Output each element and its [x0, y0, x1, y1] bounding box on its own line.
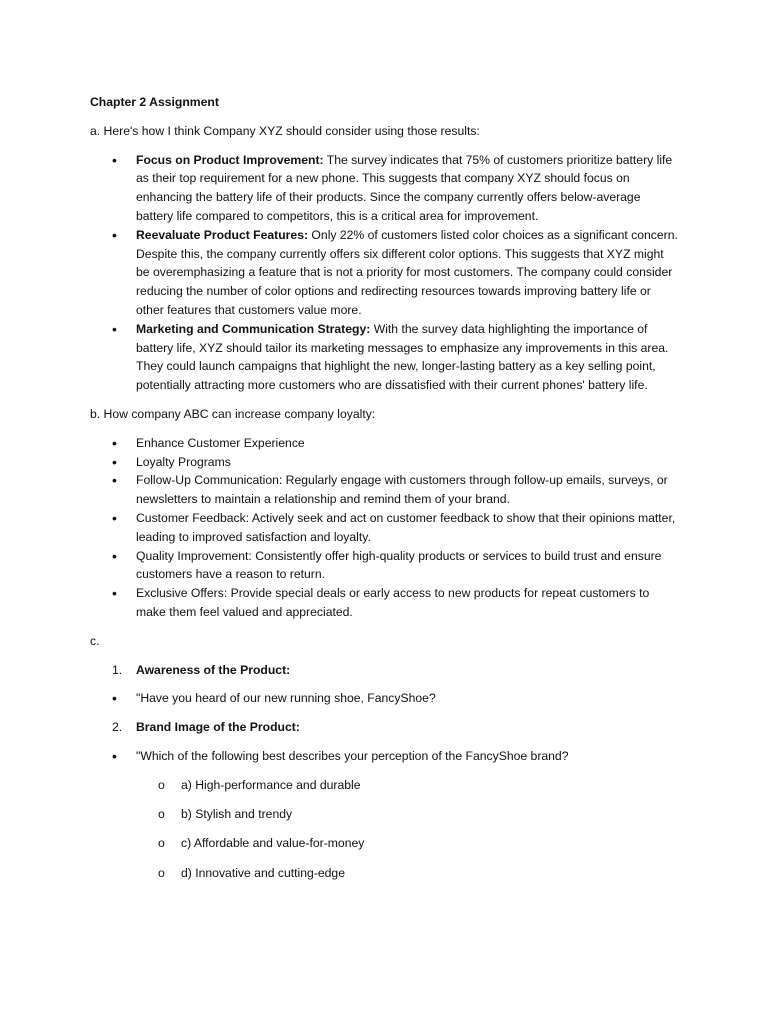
item-text: With the survey data highlighting the importance of battery life, XYZ should tailor its marketing messages to emphasize any improvements in this area. They could launch campaigns that highlight the new, longer-lasting battery as a key selling point, potentially attracting more customers who are dissatisfied with their current phones' battery life.	[136, 321, 669, 393]
item-heading: Awareness of the Product:	[136, 662, 291, 677]
item-text: Exclusive Offers: Provide special deals or early access to new products for repeat customers to make them feel valued and appreciated.	[136, 586, 650, 619]
option-text: a) High-performance and durable	[181, 777, 361, 792]
item-text: Enhance Customer Experience	[136, 435, 305, 450]
circle-bullet-icon: o	[158, 865, 165, 880]
bullet-icon: •	[112, 585, 117, 602]
option-text: c) Affordable and value-for-money	[181, 836, 365, 851]
item-text: Follow-Up Communication: Regularly engage with customers through follow-up emails, surveys, or newsletters to maintain a relationship and remind them of your brand.	[136, 473, 668, 507]
item-number: 1.	[112, 662, 123, 677]
list-item	[90, 434, 680, 453]
option-text: d) Innovative and cutting-edge	[181, 865, 345, 880]
bullet-icon: •	[112, 747, 117, 764]
item-text: Customer Feedback: Actively seek and act on customer feedback to show that their opinions matter, leading to improved satisfaction and loyalty.	[136, 510, 676, 544]
question-2-list	[90, 747, 680, 766]
list-item	[90, 471, 680, 509]
list-item	[90, 547, 680, 585]
part-a-list	[90, 151, 680, 395]
part-a-intro: a. Here's how I think Company XYZ should consider using those results:	[90, 123, 480, 138]
document-title: Chapter 2 Assignment	[90, 95, 219, 109]
bullet-icon: •	[112, 226, 117, 243]
answer-option	[90, 834, 680, 853]
bullet-icon: •	[112, 151, 117, 168]
circle-bullet-icon: o	[158, 836, 165, 851]
list-item	[90, 584, 680, 622]
bullet-icon: •	[112, 547, 117, 564]
item-number: 2.	[112, 720, 123, 735]
answer-option	[90, 864, 680, 883]
list-item	[90, 747, 680, 766]
answer-option	[90, 805, 680, 824]
answer-option	[90, 776, 680, 795]
list-item	[90, 509, 680, 547]
item-heading: Reevaluate Product Features:	[136, 227, 309, 242]
part-b-list	[90, 434, 680, 622]
bullet-icon: •	[112, 472, 117, 489]
question-text: "Have you heard of our new running shoe, FancyShoe?	[136, 691, 436, 706]
list-item	[90, 151, 680, 226]
numbered-item-2	[90, 718, 680, 737]
circle-bullet-icon: o	[158, 807, 165, 822]
question-1-list	[90, 689, 680, 708]
item-text: The survey indicates that 75% of customers prioritize battery life as their top requirement for a new phone. This suggests that company XYZ should focus on enhancing the battery life of their products. Since the company currently offers below-average battery life compared to competitors, this is a critical area for improvement.	[136, 152, 673, 223]
item-text: Only 22% of customers listed color choices as a significant concern. Despite this, the company currently offers six different color options. This suggests that XYZ might be overemphasizing a feature that is not a priority for most customers. The company could consider reducing the number of color options and redirecting resources towards improving battery life or other features that customers value more.	[136, 227, 678, 317]
part-b-intro: b. How company ABC can increase company loyalty:	[90, 406, 376, 421]
item-heading: Focus on Product Improvement:	[136, 152, 324, 167]
item-text: Loyalty Programs	[136, 454, 231, 469]
item-heading: Brand Image of the Product:	[136, 720, 300, 735]
item-heading: Marketing and Communication Strategy:	[136, 321, 371, 336]
list-item	[90, 689, 680, 708]
list-item	[90, 453, 680, 472]
answer-options	[90, 776, 680, 883]
bullet-icon: •	[112, 453, 117, 470]
bullet-icon: •	[112, 434, 117, 451]
option-text: b) Stylish and trendy	[181, 807, 293, 822]
part-c-label: c.	[90, 633, 100, 648]
bullet-icon: •	[112, 690, 117, 707]
circle-bullet-icon: o	[158, 777, 165, 792]
question-text: "Which of the following best describes your perception of the FancyShoe brand?	[136, 748, 569, 763]
numbered-item-1	[90, 661, 680, 680]
document-page	[90, 93, 680, 893]
bullet-icon: •	[112, 320, 117, 337]
item-text: Quality Improvement: Consistently offer high-quality products or services to build trust and ensure customers have a reason to return.	[136, 548, 662, 582]
bullet-icon: •	[112, 509, 117, 526]
list-item	[90, 320, 680, 395]
list-item	[90, 226, 680, 320]
